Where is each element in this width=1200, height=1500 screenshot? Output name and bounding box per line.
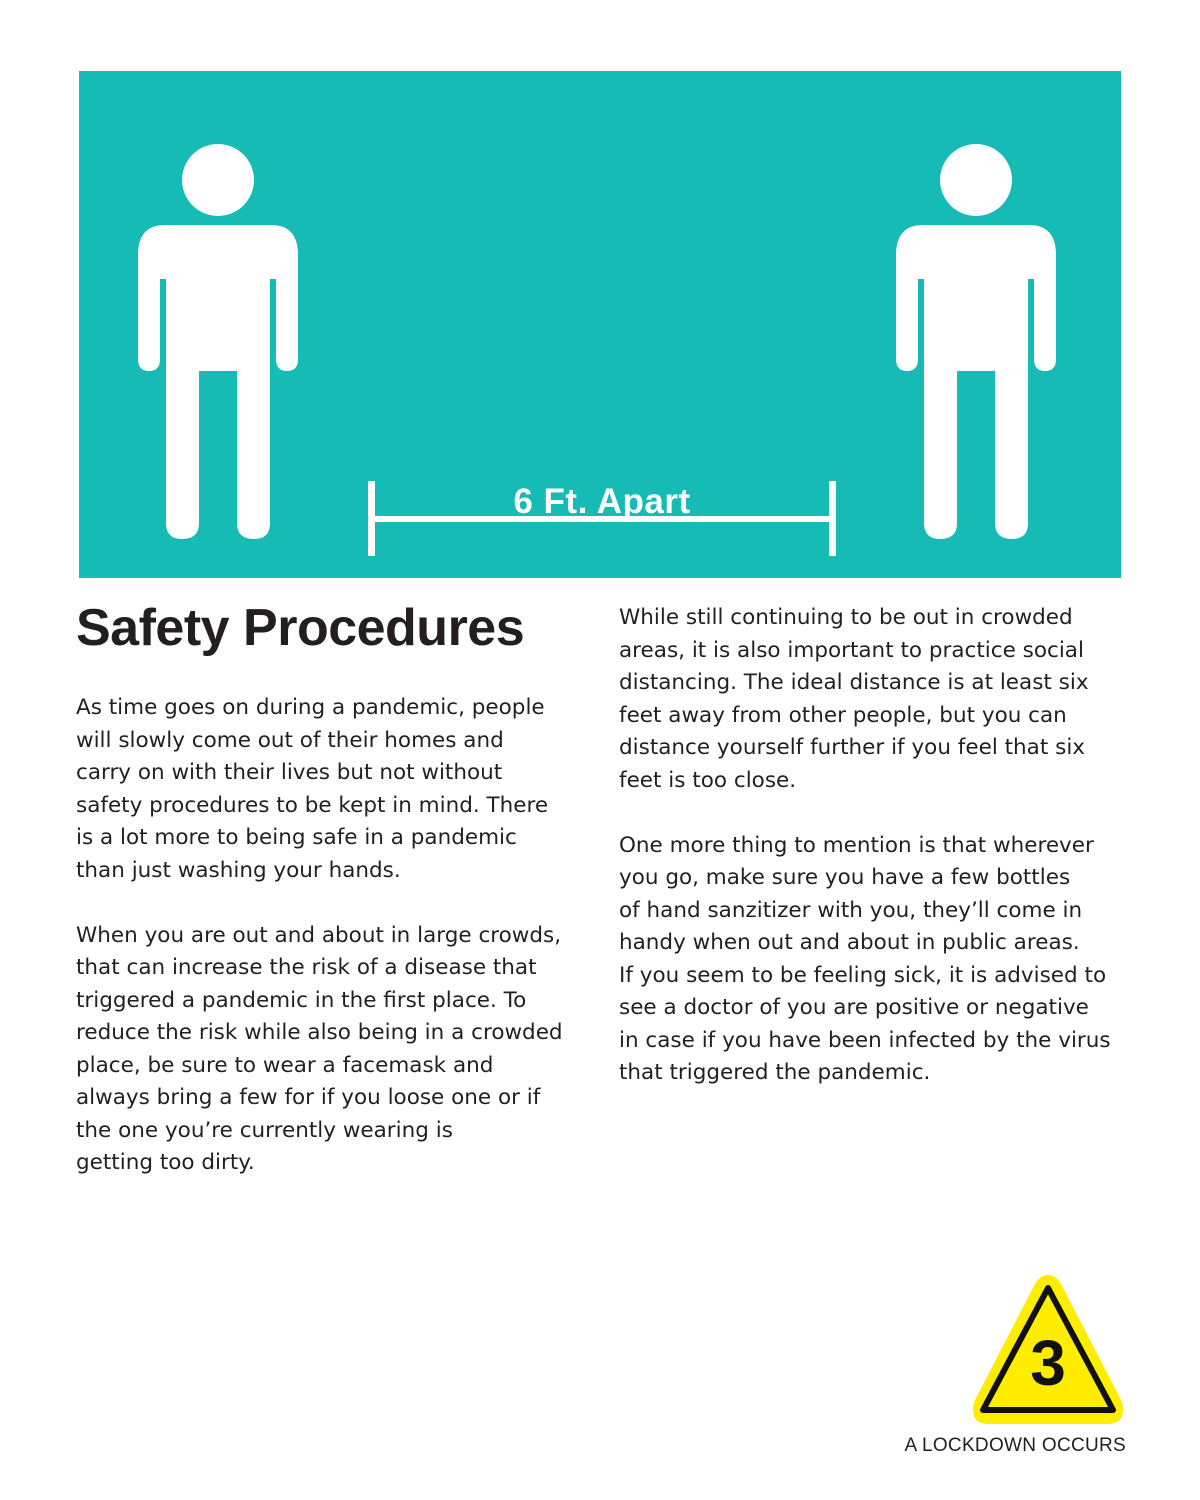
- page-number: 3: [1030, 1327, 1066, 1399]
- section-label: A LOCKDOWN OCCURS: [904, 1435, 1126, 1456]
- social-distancing-banner: [79, 71, 1121, 578]
- right-column: [619, 602, 1139, 1122]
- distance-indicator: [368, 479, 836, 559]
- distance-label: 6 Ft. Apart: [513, 482, 691, 521]
- paragraph: One more thing to mention is that wherever you go, make sure you have a few bottles of hand sanzitizer with you, they’ll come in handy when out and about in public areas. If you seem to be feeling sick, it is advised to see a doctor of you are positive or negative in case if you have been infected by the virus that triggered the pandemic.: [619, 832, 1111, 1085]
- paragraph: While still continuing to be out in crowded areas, it is also important to practice social distancing. The ideal distance is at least six feet away from other people, but you can distance yourself further if you feel that six feet is too close.: [619, 605, 1089, 793]
- paragraph: As time goes on during a pandemic, people will slowly come out of their homes and carry on with their lives but not without safety procedures to be kept in mind. There is a lot more to being safe in a pandemic than just washing your hands.: [76, 695, 549, 883]
- person-icon: [137, 143, 299, 539]
- paragraph: When you are out and about in large crowds, that can increase the risk of a disease that triggered a pandemic in the first place. To reduce the risk while also being in a crowded place, be sure to wear a facemask and always bring a few for if you loose one or if the one you’re currently wearing is getting too dirty.: [76, 922, 563, 1175]
- warning-triangle-icon: [970, 1272, 1126, 1427]
- left-column: [76, 692, 596, 1212]
- page-title: Safety Procedures: [76, 599, 525, 657]
- person-icon: [895, 143, 1057, 539]
